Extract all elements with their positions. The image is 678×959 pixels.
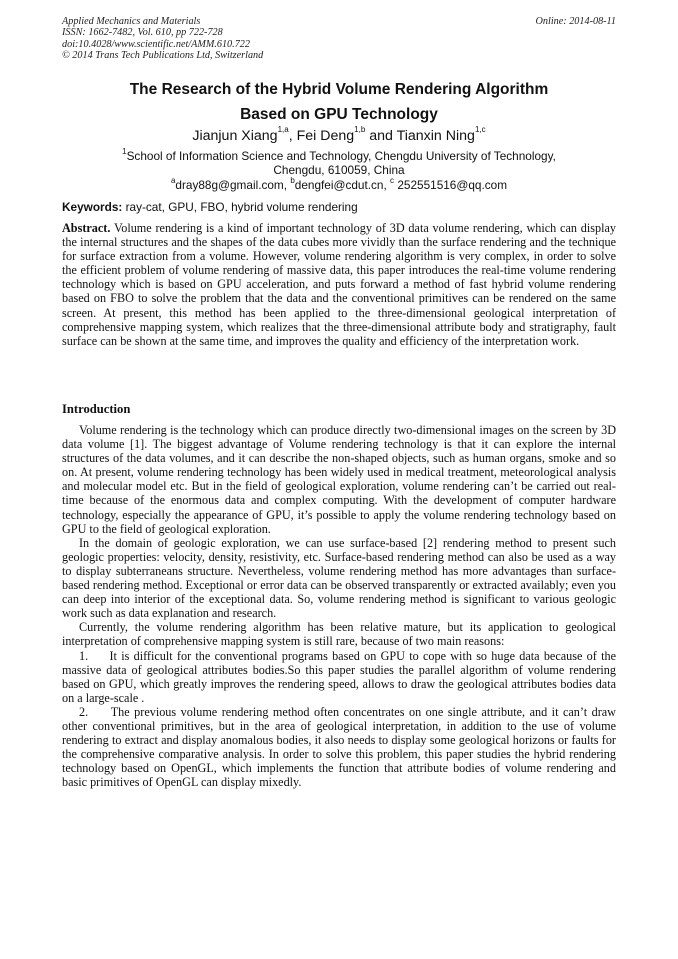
email-sup-b: b [290,176,295,185]
author-3-sup: 1,c [474,125,486,134]
author-3: Tianxin Ning [396,128,475,144]
journal-name: Applied Mechanics and Materials [62,16,201,27]
author-sep-1: , [288,128,297,144]
intro-list-item-1: 1. It is difficult for the conventional programs based on GPU to cope with so huge data because of the massive data of geological attributes bodies.So this paper studies the parallel algorithm of volume rendering based on GPU, which greatly improves the rendering speed, allows to draw the geological attributes bodies data on a large-scale . [62,648,616,705]
online-date: Online: 2014-08-11 [535,16,616,27]
doi-line: doi:10.4028/www.scientific.net/AMM.610.722 [62,38,250,50]
email-c: 252551516@qq.com [394,178,508,192]
author-1-sup: 1,a [277,125,289,134]
issn-line: ISSN: 1662-7482, Vol. 610, pp 722-728 [62,27,223,39]
intro-paragraph-3: Currently, the volume rendering algorithm has been relative mature, but its application to geological interpretation of comprehensive mapping system is still rare, because of two main reasons: [62,620,616,649]
email-b: dengfei@cdut.cn, [294,178,391,192]
author-2: Fei Deng [296,128,355,144]
copyright-line: © 2014 Trans Tech Publications Ltd, Switzerland [62,49,264,61]
author-2-sup: 1,b [354,125,366,134]
introduction-heading: Introduction [62,402,131,416]
author-sep-2: and [365,128,397,144]
keywords-line [62,200,616,214]
affiliation-line-1 [62,149,616,163]
abstract-label: Abstract. [62,221,111,235]
email-sup-c: c [390,176,395,185]
affiliation-line-2: Chengdu, 610059, China [273,163,405,177]
keywords-label: Keywords: [62,200,123,214]
email-a: dray88g@gmail.com, [175,178,291,192]
author-emails [62,178,616,192]
author-list [62,127,616,145]
paper-title-line-2: Based on GPU Technology [240,106,438,123]
introduction-body [62,423,616,789]
email-sup-a: a [170,176,176,185]
abstract-paragraph [62,221,616,348]
paper-title-line-1: The Research of the Hybrid Volume Rendering Algorithm [129,81,549,98]
intro-list-item-2: 2. The previous volume rendering method often concentrates on one single attribute, and it can’t draw other conventional primitives, but in the area of geological interpretation, in addition to the use of volume rendering to extract and display anomalous bodies, it also needs to display some geological horizons or faults for the comprehensive comparative analysis. In order to solve this problem, this paper studies the hybrid rendering technology based on OpenGL, which implements the function that attribute bodies of volume rendering and basic primitives of OpenGL can display mixedly. [62,704,616,790]
keywords-text: ray-cat, GPU, FBO, hybrid volume rendering [122,200,358,214]
journal-header [62,16,616,61]
author-1: Jianjun Xiang [192,128,278,144]
affiliation-sup: 1 [122,147,127,156]
intro-paragraph-2: In the domain of geologic exploration, we can use surface-based [2] rendering method to present such geologic properties: velocity, density, resistivity, etc. Surface-based rendering method can also be used as a way to display subterraneans structure. Nevertheless, volume rendering method has more advantages than surface-based rendering method. Exceptional or error data can be observed transparently or extracted availably; even you can deep into interior of the exceptional data. So, volume rendering method is significant to various geologic work such as data explanation and research. [62,535,616,621]
abstract-text: Volume rendering is a kind of important technology of 3D data volume rendering, which can display the internal structures and the shapes of the data cubes more vividly than the surface rendering and the technique for surface extraction from a volume. However, volume rendering algorithm is very complex, in order to solve the efficient problem of volume rendering of massive data, this paper introduces the real-time volume rendering technology which is based on GPU acceleration, and puts forward a method of fast hybrid volume rendering based on FBO to solve the problem that the data and the conventional primitives can be rendered on the same screen. At present, this method has been applied to the three-dimensional geological interpretation of comprehensive mapping system, which realizes that the three-dimensional attribute body and stratigraphy, fault surface can be shown at the same time, and improves the quality and efficiency of the interpretation work. [62,221,616,348]
affiliation-text-1: School of Information Science and Technology, Chengdu University of Technology, [126,149,556,163]
intro-paragraph-1: Volume rendering is the technology which can produce directly two-dimensional images on the screen by 3D data volume [1]. The biggest advantage of Volume rendering technology is that it can explore the internal structures of the data volumes, and it can describe the non-shaped objects, such as human organs, smoke and so on. At present, volume rendering technology has been widely used in medical treatment, meteorological analysis and molecular model etc. But in the field of geological exploration, volume rendering can’t be carried out real-time because of the enormous data and complex computing. With the development of computer hardware technology, especially the appearance of GPU, it’s possible to apply the volume rendering technology based on GPU to the field of geological exploration. [62,423,616,536]
